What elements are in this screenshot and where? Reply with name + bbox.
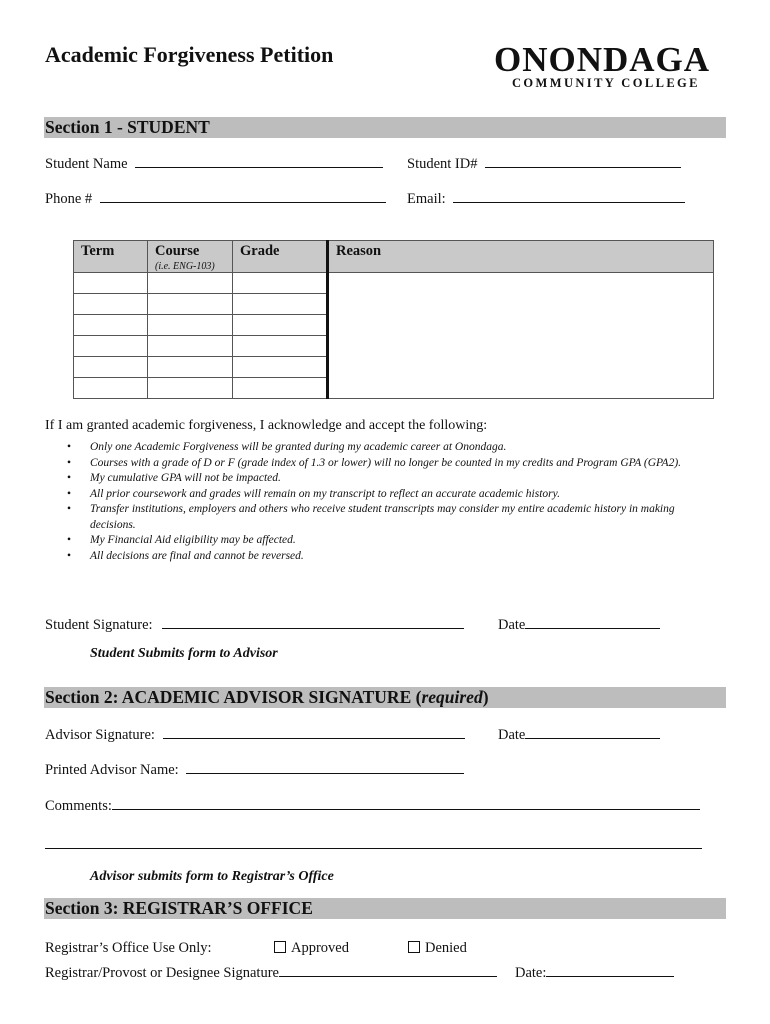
student-name-input[interactable] — [135, 155, 383, 168]
advisor-instruction: Advisor submits form to Registrar’s Office — [90, 869, 334, 884]
term-column-header: Term — [74, 241, 148, 273]
college-logo-subtitle: COMMUNITY COLLEGE — [512, 76, 700, 90]
student-name-row — [45, 155, 383, 173]
section-2-heading-text: Section 2: ACADEMIC ADVISOR SIGNATURE ( — [45, 687, 422, 707]
student-name-label: Student Name — [45, 156, 128, 172]
table-row — [74, 273, 714, 294]
email-input[interactable] — [453, 190, 685, 203]
student-id-row — [407, 155, 681, 173]
advisor-signature-row — [45, 726, 465, 744]
course-table — [73, 240, 714, 399]
course-table-header — [74, 241, 714, 273]
printed-advisor-name-label: Printed Advisor Name: — [45, 762, 179, 778]
denied-option[interactable] — [408, 940, 467, 957]
course-column-header — [148, 241, 233, 273]
designee-signature-input[interactable] — [279, 964, 497, 977]
grade-cell[interactable] — [233, 378, 328, 399]
comments-input-line-2[interactable] — [45, 848, 702, 849]
term-cell[interactable] — [74, 294, 148, 315]
term-cell[interactable] — [74, 315, 148, 336]
term-cell[interactable] — [74, 336, 148, 357]
course-cell[interactable] — [148, 315, 233, 336]
course-cell[interactable] — [148, 357, 233, 378]
course-cell[interactable] — [148, 378, 233, 399]
student-date-label: Date — [498, 617, 526, 633]
grade-cell[interactable] — [233, 357, 328, 378]
phone-row — [45, 190, 386, 208]
acknowledgement-list — [45, 440, 705, 564]
advisor-date-input[interactable] — [525, 726, 660, 739]
grade-cell[interactable] — [233, 273, 328, 294]
student-signature-label: Student Signature: — [45, 617, 153, 633]
acknowledgement-intro: If I am granted academic forgiveness, I acknowledge and accept the following: — [45, 418, 488, 433]
grade-cell[interactable] — [233, 294, 328, 315]
comments-label: Comments: — [45, 798, 112, 814]
comments-input[interactable] — [112, 797, 700, 810]
email-row — [407, 190, 685, 208]
student-instruction: Student Submits form to Advisor — [90, 646, 278, 661]
registrar-date-label: Date: — [515, 965, 547, 981]
section-2-heading — [44, 687, 726, 708]
section-3-heading: Section 3: REGISTRAR’S OFFICE — [44, 898, 726, 919]
list-item: • All prior coursework and grades will remain on my transcript to reflect an accurate academic history. — [45, 487, 705, 503]
college-logo-wordmark: ONONDAGA — [494, 40, 711, 79]
office-use-label: Registrar’s Office Use Only: — [45, 940, 212, 956]
term-cell[interactable] — [74, 273, 148, 294]
designee-signature-label: Registrar/Provost or Designee Signature — [45, 965, 279, 981]
section-2-heading-close: ) — [482, 687, 489, 707]
course-column-label: Course — [155, 243, 200, 259]
student-date-input[interactable] — [525, 616, 660, 629]
advisor-date-row — [498, 726, 660, 744]
approved-checkbox[interactable] — [274, 941, 286, 953]
approved-label: Approved — [291, 940, 349, 956]
list-item: • All decisions are final and cannot be reversed. — [45, 549, 705, 565]
course-cell[interactable] — [148, 294, 233, 315]
course-cell[interactable] — [148, 273, 233, 294]
phone-label: Phone # — [45, 191, 93, 207]
course-cell[interactable] — [148, 336, 233, 357]
section-2-required-text: required — [421, 687, 483, 707]
grade-cell[interactable] — [233, 336, 328, 357]
list-item: • Only one Academic Forgiveness will be granted during my academic career at Onondaga. — [45, 440, 705, 456]
phone-input[interactable] — [100, 190, 386, 203]
denied-checkbox[interactable] — [408, 941, 420, 953]
student-date-row — [498, 616, 660, 634]
reason-cell[interactable] — [328, 273, 714, 399]
printed-advisor-name-row — [45, 761, 464, 779]
advisor-signature-label: Advisor Signature: — [45, 727, 155, 743]
reason-column-header: Reason — [328, 241, 714, 273]
page-title: Academic Forgiveness Petition — [45, 42, 334, 67]
advisor-signature-input[interactable] — [163, 726, 465, 739]
denied-label: Denied — [425, 940, 467, 956]
registrar-date-input[interactable] — [546, 964, 674, 977]
section-1-heading: Section 1 - STUDENT — [44, 117, 726, 138]
term-cell[interactable] — [74, 357, 148, 378]
student-signature-row — [45, 616, 464, 634]
designee-signature-row — [45, 964, 497, 982]
list-item: • My cumulative GPA will not be impacted. — [45, 471, 705, 487]
student-signature-input[interactable] — [162, 616, 464, 629]
printed-advisor-name-input[interactable] — [186, 761, 464, 774]
email-label: Email: — [407, 191, 446, 207]
comments-row — [45, 797, 700, 815]
student-id-label: Student ID# — [407, 156, 478, 172]
list-item: • Courses with a grade of D or F (grade index of 1.3 or lower) will no longer be counted in my credits and Program GPA (GPA2). — [45, 456, 705, 472]
registrar-date-row — [515, 964, 674, 982]
grade-cell[interactable] — [233, 315, 328, 336]
list-item: • My Financial Aid eligibility may be affected. — [45, 533, 705, 549]
list-item: • Transfer institutions, employers and others who receive student transcripts may consider my entire academic history in making decisions. — [45, 502, 705, 533]
student-id-input[interactable] — [485, 155, 681, 168]
grade-column-header: Grade — [233, 241, 328, 273]
advisor-date-label: Date — [498, 727, 526, 743]
term-cell[interactable] — [74, 378, 148, 399]
approved-option[interactable] — [274, 940, 349, 957]
course-format-hint: (i.e. ENG-103) — [155, 261, 215, 272]
